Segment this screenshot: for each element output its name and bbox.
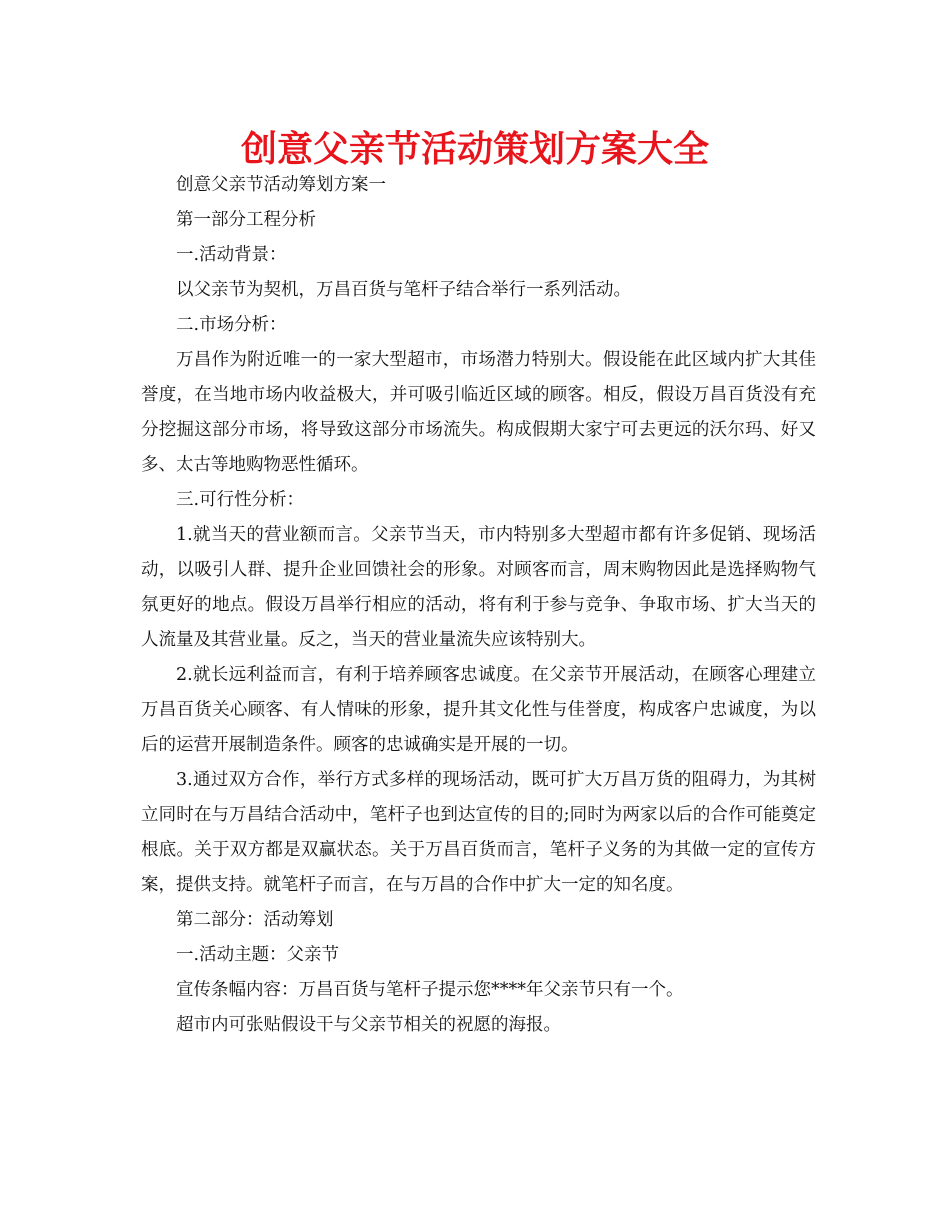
paragraph-banner-content: 宣传条幅内容：万昌百货与笔杆子提示您****年父亲节只有一个。 bbox=[176, 980, 684, 1000]
paragraph-posters: 超市内可张贴假设干与父亲节相关的祝愿的海报。 bbox=[176, 1015, 561, 1035]
paragraph-feasibility-3: 3.通过双方合作，举行方式多样的现场活动，既可扩大万昌万货的阻碍力，为其树立同时在与万昌结合活动中，笔杆子也到达宣传的目的;同时为两家以后的合作可能奠定根底。关于双方都是双赢状态。关于万昌百货而言，笔杆子义务的为其做一定的宣传方案，提供支持。就笔杆子而言，在与万昌的合作中扩大一定的知名度。 bbox=[141, 770, 816, 895]
paragraph-feasibility-heading: 三.可行性分析： bbox=[176, 490, 305, 510]
paragraph-market-analysis: 万昌作为附近唯一的一家大型超市，市场潜力特别大。假设能在此区域内扩大其佳誉度，在当地市场内收益极大，并可吸引临近区域的顾客。相反，假设万昌百货没有充分挖掘这部分市场，将导致这部分市场流失。构成假期大家宁可去更远的沃尔玛、好又多、太古等地购物恶性循环。 bbox=[141, 350, 816, 475]
paragraph-part-one-heading: 第一部分工程分析 bbox=[176, 210, 316, 230]
paragraph-background-heading: 一.活动背景： bbox=[176, 245, 287, 265]
paragraph-feasibility-1: 1.就当天的营业额而言。父亲节当天，市内特别多大型超市都有许多促销、现场活动，以吸引人群、提升企业回馈社会的形象。对顾客而言，周末购物因此是选择购物气氛更好的地点。假设万昌举行相应的活动，将有利于参与竞争、争取市场、扩大当天的人流量及其营业量。反之，当天的营业量流失应该特别大。 bbox=[141, 525, 816, 650]
paragraph-background: 以父亲节为契机，万昌百货与笔杆子结合举行一系列活动。 bbox=[176, 280, 631, 300]
paragraph-market-heading: 二.市场分析： bbox=[176, 315, 287, 335]
document-body bbox=[141, 168, 816, 1043]
paragraph-plan-heading: 创意父亲节活动筹划方案一 bbox=[176, 175, 386, 195]
paragraph-theme: 一.活动主题：父亲节 bbox=[176, 945, 340, 965]
document-title: 创意父亲节活动策划方案大全 bbox=[240, 129, 709, 170]
paragraph-part-two-heading: 第二部分：活动筹划 bbox=[176, 910, 334, 930]
paragraph-feasibility-2: 2.就长远利益而言，有利于培养顾客忠诚度。在父亲节开展活动，在顾客心理建立万昌百货关心顾客、有人情味的形象，提升其文化性与佳誉度，构成客户忠诚度，为以后的运营开展制造条件。顾客的忠诚确实是开展的一切。 bbox=[141, 665, 816, 755]
